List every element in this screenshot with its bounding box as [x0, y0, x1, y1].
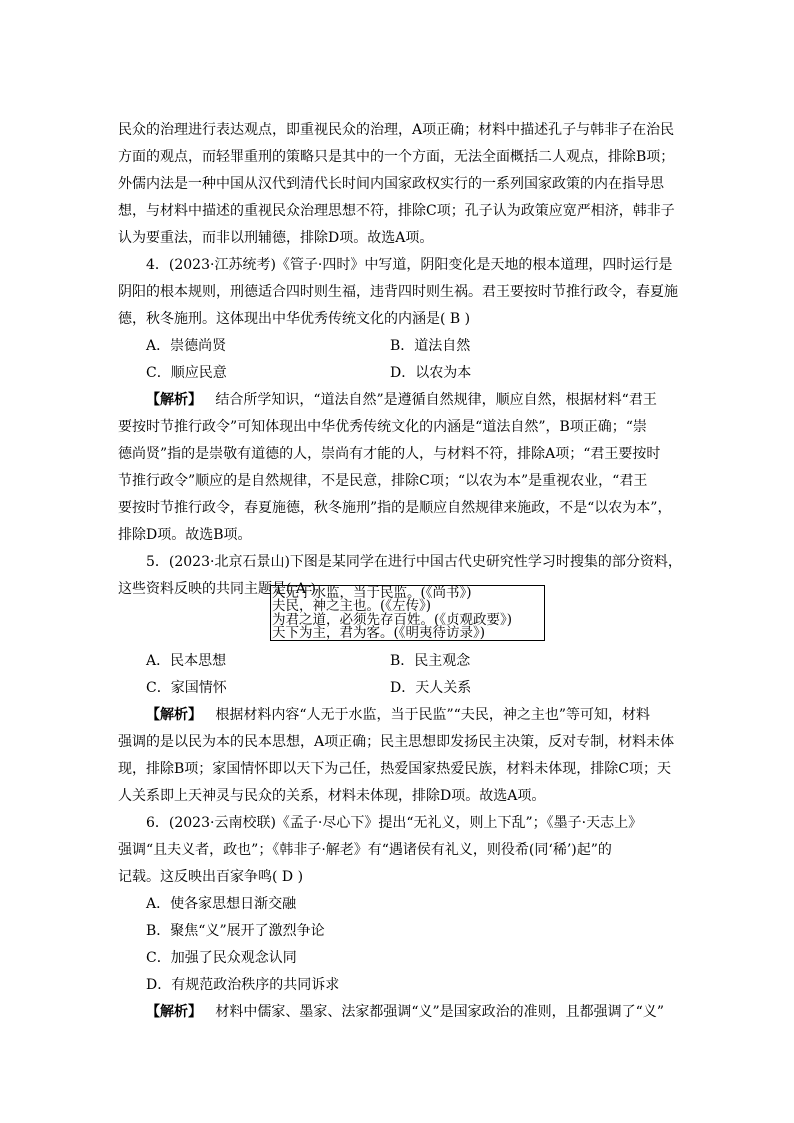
q4-option-d: D．以农为本 — [390, 365, 472, 381]
q6-option-b: B．聚焦“义”展开了激烈争论 — [146, 923, 325, 939]
q4-stem-line-1: 4．(2023·江苏统考)《管子·四时》中写道，阴阳变化是天地的根本道理，四时运行是 — [146, 257, 673, 273]
q3-analysis-line-3: 外儒内法是一种中国从汉代到清代长时间内国家政权实行的一系列国家政策的内在指导思 — [118, 176, 664, 192]
q4-option-a: A．崇德尚贤 — [146, 338, 227, 354]
q4-option-b: B．道法自然 — [390, 338, 471, 354]
q6-option-d: D．有规范政治秩序的共同诉求 — [146, 977, 340, 993]
analysis-tag: 【解析】 — [146, 1004, 202, 1020]
q6-option-c: C．加强了民众观念认同 — [146, 950, 297, 966]
q6-stem-line-1: 6．(2023·云南校联)《孟子·尽心下》提出“无礼义，则上下乱”；《墨子·天志上》 — [146, 815, 643, 831]
q4-analysis-line-3: 德尚贤”指的是崇敬有道德的人，崇尚有才能的人，与材料不符，排除A项；“君王要按时 — [118, 446, 661, 462]
q4-analysis-line-1 — [146, 390, 657, 410]
analysis-tag: 【解析】 — [146, 707, 202, 723]
q5-analysis-line-1 — [146, 705, 650, 725]
q6-analysis-line-1 — [146, 1002, 664, 1022]
q3-analysis-line-4: 想，与材料中描述的重视民众治理思想不符，排除C项；孔子认为政策应宽严相济，韩非子 — [118, 203, 675, 219]
q5-stem-line-1: 5．(2023·北京石景山)下图是某同学在进行中国古代史研究性学习时搜集的部分资料， — [146, 554, 682, 570]
q6-stem-line-2: 强调“且夫义者，政也”；《韩非子·解老》有“遇诸侯有礼义，则役希(同‘稀’)起”的 — [118, 842, 612, 858]
q4-analysis-line-2: 要按时节推行政令”可知体现出中华优秀传统文化的内涵是“道法自然”，B项正确；“崇 — [118, 419, 647, 435]
q5-analysis-line-4: 人关系即上天神灵与民众的关系，材料未体现，排除D项。故选A项。 — [118, 788, 546, 804]
q4-option-c: C．顺应民意 — [146, 365, 227, 381]
q4-stem-line-2: 阴阳的根本规则，刑德适合四时则生福，违背四时则生祸。君王要按时节推行政令，春夏施 — [118, 284, 678, 300]
q6-analysis-text-1: 材料中儒家、墨家、法家都强调“义”是国家政治的准则，且都强调了“义” — [215, 1004, 664, 1020]
q4-analysis-line-5: 要按时节推行政令，春夏施德，秋冬施刑”指的是顺应自然规律来施政，不是“以农为本”， — [118, 500, 672, 516]
quote-zuozhuan: 夫民，神之主也。(《左传》) — [272, 598, 432, 614]
q5-analysis-text-1: 根据材料内容“人无于水监，当于民监”“夫民，神之主也”等可知，材料 — [215, 707, 650, 723]
q4-analysis-line-4: 节推行政令”顺应的是自然规律，不是民意，排除C项；“以农为本”是重视农业，“君王 — [118, 473, 648, 489]
q5-analysis-line-2: 强调的是以民为本的民本思想，A项正确；民主思想即发扬民主决策，反对专制，材料未体 — [118, 734, 675, 750]
q5-option-b: B．民主观念 — [390, 653, 471, 669]
quote-shangshu: 人无于水监，当于民监。(《尚书》) — [272, 585, 472, 601]
q4-analysis-text-1: 结合所学知识，“道法自然”是遵循自然规律，顺应自然，根据材料“君王 — [215, 392, 657, 408]
q4-analysis-line-6: 排除D项。故选B项。 — [118, 527, 252, 543]
q5-option-c: C．家国情怀 — [146, 680, 227, 696]
q3-analysis-line-2: 方面的观点，而轻罪重刑的策略只是其中的一个方面，无法全面概括二人观点，排除B项； — [118, 149, 675, 165]
quote-mingyi: 天下为主，君为客。(《明夷待访录》) — [272, 625, 486, 641]
q5-analysis-line-3: 现，排除B项；家国情怀即以天下为己任，热爱国家热爱民族，材料未体现，排除C项；天 — [118, 761, 671, 777]
q4-stem-line-3: 德，秋冬施刑。这体现出中华优秀传统文化的内涵是( B ) — [118, 311, 471, 327]
q5-option-a: A．民本思想 — [146, 653, 227, 669]
q5-stem-line-2: 这些资料反映的共同主题是( A ) — [118, 581, 316, 597]
q3-analysis-line-1: 民众的治理进行表达观点，即重视民众的治理，A项正确；材料中描述孔子与韩非子在治民 — [118, 122, 675, 138]
q6-option-a: A．使各家思想日渐交融 — [146, 896, 297, 912]
q6-stem-line-3: 记载。这反映出百家争鸣( D ) — [118, 869, 304, 885]
q3-analysis-line-5: 认为要重法，而非以刑辅德，排除D项。故选A项。 — [118, 230, 434, 246]
analysis-tag: 【解析】 — [146, 392, 202, 408]
q5-option-d: D．天人关系 — [390, 680, 472, 696]
quote-zhenguan: 为君之道，必须先存百姓。(《贞观政要》) — [272, 612, 513, 628]
